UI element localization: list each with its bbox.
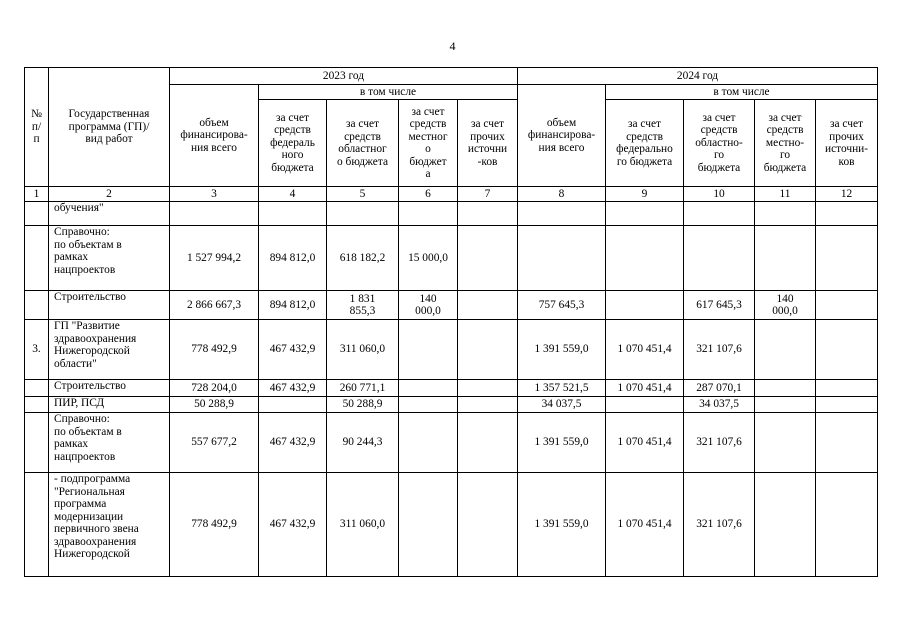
column-number: 9 xyxy=(606,187,684,202)
value-cell: 1 527 994,2 xyxy=(170,226,259,291)
value-cell: 467 432,9 xyxy=(259,413,327,473)
header-col-num: № п/ п xyxy=(25,68,49,187)
value-cell xyxy=(755,413,816,473)
column-number: 5 xyxy=(327,187,399,202)
table-row xyxy=(25,226,878,291)
value-cell xyxy=(458,202,518,226)
budget-table xyxy=(24,67,878,577)
value-cell xyxy=(755,320,816,380)
column-number: 7 xyxy=(458,187,518,202)
value-cell xyxy=(458,226,518,291)
header-col-name: Государственная программа (ГП)/ вид работ xyxy=(49,68,170,187)
value-cell xyxy=(518,226,606,291)
value-cell xyxy=(816,291,878,320)
row-number xyxy=(25,473,49,577)
value-cell: 140 000,0 xyxy=(755,291,816,320)
value-cell: 311 060,0 xyxy=(327,320,399,380)
value-cell: 1 391 559,0 xyxy=(518,320,606,380)
row-name: обучения" xyxy=(49,202,170,226)
header-2024-local: за счет средств местно- го бюджета xyxy=(755,100,816,187)
value-cell xyxy=(816,226,878,291)
value-cell xyxy=(755,202,816,226)
row-name: - подпрограмма "Региональная программа модернизации первичного звена здравоохранения Нижегородской xyxy=(49,473,170,577)
value-cell: 778 492,9 xyxy=(170,320,259,380)
header-2023-total: объем финансирова- ния всего xyxy=(170,85,259,187)
column-number: 12 xyxy=(816,187,878,202)
header-2024-regional: за счет средств областно- го бюджета xyxy=(684,100,755,187)
row-number xyxy=(25,413,49,473)
row-name: ПИР, ПСД xyxy=(49,397,170,413)
value-cell: 467 432,9 xyxy=(259,380,327,397)
page-number: 4 xyxy=(449,39,456,53)
value-cell: 1 070 451,4 xyxy=(606,413,684,473)
value-cell xyxy=(816,202,878,226)
value-cell: 50 288,9 xyxy=(170,397,259,413)
value-cell xyxy=(755,380,816,397)
value-cell xyxy=(458,413,518,473)
value-cell: 618 182,2 xyxy=(327,226,399,291)
value-cell: 287 070,1 xyxy=(684,380,755,397)
value-cell: 34 037,5 xyxy=(518,397,606,413)
row-number xyxy=(25,380,49,397)
row-number: 3. xyxy=(25,320,49,380)
table-row xyxy=(25,320,878,380)
value-cell xyxy=(606,397,684,413)
value-cell xyxy=(458,473,518,577)
row-number xyxy=(25,397,49,413)
value-cell: 1 070 451,4 xyxy=(606,320,684,380)
column-numbers-row xyxy=(25,187,878,202)
value-cell xyxy=(259,202,327,226)
value-cell: 617 645,3 xyxy=(684,291,755,320)
value-cell xyxy=(458,380,518,397)
value-cell: 260 771,1 xyxy=(327,380,399,397)
value-cell xyxy=(399,473,458,577)
value-cell xyxy=(755,473,816,577)
header-2023-local: за счет средств местног о бюджет а xyxy=(399,100,458,187)
value-cell xyxy=(816,320,878,380)
value-cell: 2 866 667,3 xyxy=(170,291,259,320)
value-cell: 140 000,0 xyxy=(399,291,458,320)
table-row xyxy=(25,380,878,397)
value-cell xyxy=(399,413,458,473)
value-cell: 1 070 451,4 xyxy=(606,380,684,397)
value-cell: 757 645,3 xyxy=(518,291,606,320)
row-name: ГП "Развитие здравоохранения Нижегородской области" xyxy=(49,320,170,380)
value-cell xyxy=(399,380,458,397)
value-cell xyxy=(170,202,259,226)
column-number: 10 xyxy=(684,187,755,202)
value-cell: 894 812,0 xyxy=(259,291,327,320)
column-number: 3 xyxy=(170,187,259,202)
value-cell xyxy=(399,202,458,226)
value-cell xyxy=(606,226,684,291)
header-2024-total: объем финансирова- ния всего xyxy=(518,85,606,187)
table-row xyxy=(25,291,878,320)
value-cell xyxy=(399,320,458,380)
header-year-2023: 2023 год xyxy=(170,68,518,85)
row-name: Справочно: по объектам в рамках нацпроектов xyxy=(49,413,170,473)
value-cell: 1 357 521,5 xyxy=(518,380,606,397)
value-cell: 321 107,6 xyxy=(684,320,755,380)
header-2024-including: в том числе xyxy=(606,85,878,100)
value-cell xyxy=(458,320,518,380)
value-cell: 90 244,3 xyxy=(327,413,399,473)
value-cell: 894 812,0 xyxy=(259,226,327,291)
value-cell: 467 432,9 xyxy=(259,473,327,577)
table-row xyxy=(25,473,878,577)
value-cell xyxy=(755,397,816,413)
header-2023-federal: за счет средств федераль ного бюджета xyxy=(259,100,327,187)
value-cell xyxy=(684,226,755,291)
value-cell: 15 000,0 xyxy=(399,226,458,291)
row-number xyxy=(25,202,49,226)
value-cell: 728 204,0 xyxy=(170,380,259,397)
header-2024-other: за счет прочих источни- ков xyxy=(816,100,878,187)
header-2024-federal: за счет средств федерально го бюджета xyxy=(606,100,684,187)
column-number: 6 xyxy=(399,187,458,202)
header-year-2024: 2024 год xyxy=(518,68,878,85)
value-cell: 34 037,5 xyxy=(684,397,755,413)
row-name: Строительство xyxy=(49,291,170,320)
value-cell: 1 070 451,4 xyxy=(606,473,684,577)
value-cell: 778 492,9 xyxy=(170,473,259,577)
value-cell xyxy=(684,202,755,226)
value-cell xyxy=(606,202,684,226)
value-cell: 321 107,6 xyxy=(684,473,755,577)
value-cell: 50 288,9 xyxy=(327,397,399,413)
value-cell xyxy=(458,397,518,413)
column-number: 2 xyxy=(49,187,170,202)
value-cell xyxy=(755,226,816,291)
value-cell: 1 391 559,0 xyxy=(518,473,606,577)
row-name: Справочно: по объектам в рамках нацпроектов xyxy=(49,226,170,291)
table-row xyxy=(25,397,878,413)
row-number xyxy=(25,226,49,291)
value-cell: 311 060,0 xyxy=(327,473,399,577)
value-cell xyxy=(816,413,878,473)
value-cell xyxy=(816,380,878,397)
value-cell: 557 677,2 xyxy=(170,413,259,473)
header-2023-regional: за счет средств областног о бюджета xyxy=(327,100,399,187)
column-number: 1 xyxy=(25,187,49,202)
column-number: 8 xyxy=(518,187,606,202)
value-cell xyxy=(518,202,606,226)
row-number xyxy=(25,291,49,320)
row-name: Строительство xyxy=(49,380,170,397)
header-2023-including: в том числе xyxy=(259,85,518,100)
value-cell xyxy=(606,291,684,320)
value-cell xyxy=(816,473,878,577)
value-cell xyxy=(458,291,518,320)
value-cell: 467 432,9 xyxy=(259,320,327,380)
value-cell xyxy=(816,397,878,413)
header-2023-other: за счет прочих источни -ков xyxy=(458,100,518,187)
column-number: 4 xyxy=(259,187,327,202)
value-cell: 1 391 559,0 xyxy=(518,413,606,473)
value-cell xyxy=(259,397,327,413)
value-cell: 1 831 855,3 xyxy=(327,291,399,320)
table-row xyxy=(25,413,878,473)
value-cell xyxy=(327,202,399,226)
value-cell xyxy=(399,397,458,413)
column-number: 11 xyxy=(755,187,816,202)
table-row xyxy=(25,202,878,226)
value-cell: 321 107,6 xyxy=(684,413,755,473)
